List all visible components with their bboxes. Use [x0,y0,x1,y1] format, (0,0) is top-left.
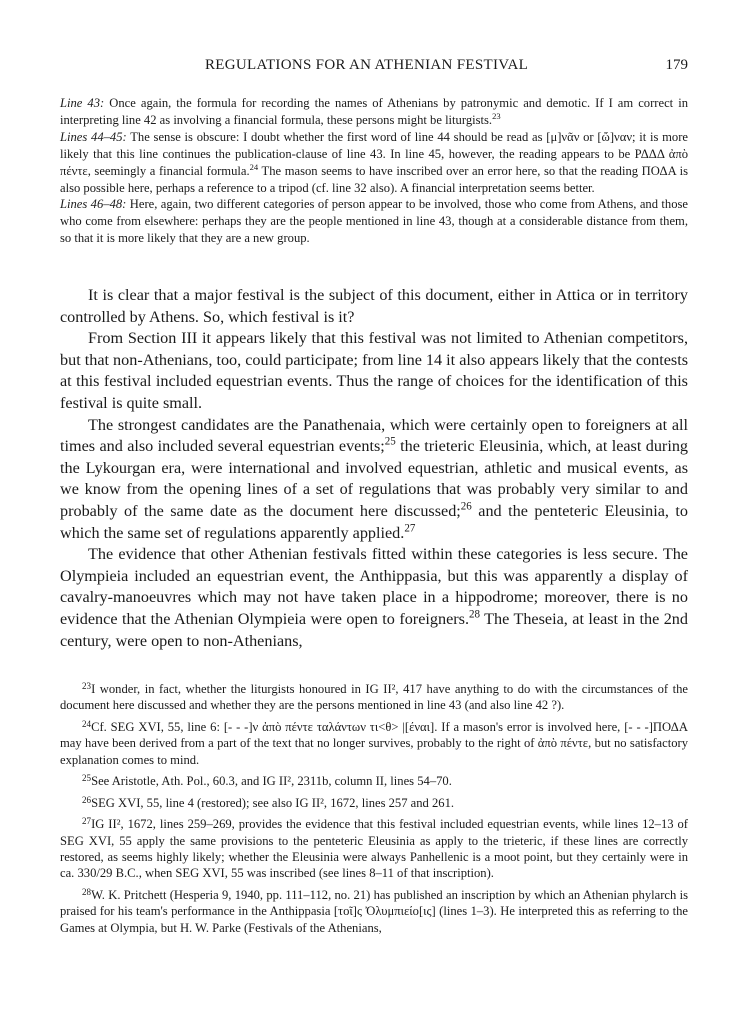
footnote-26 [60,792,688,811]
paragraph-text: and the penteteric Eleusinia, to which the same set of regulations apparently applied. [60,501,689,542]
body-paragraph [60,544,688,652]
footnote-ref: 25 [384,435,396,448]
body-paragraph [60,285,688,328]
footnote-number: 24 [82,718,92,729]
footnote-number: 25 [82,773,92,784]
page-number: 179 [665,57,688,73]
body-paragraph [60,328,688,414]
commentary-text: Once again, the formula for recording the names of Athenians by patronymic and demotic. If I am correct in interpreting line 42 as involving a financial formula, these persons might be liturgists. [60,96,689,127]
footnote-text: Cf. SEG XVI, 55, line 6: [- - -]ν ἀπὸ πέντε ταλάντων τι<θ> |[έναι]. If a mason's error is involved here, [- - -]ΠΟΔΑ may have been derived from a part of the text that no longer survives, probably to the right of ἀπὸ πέντε, but no satisfactory explanation comes to mind. [60,719,688,767]
footnote-number: 27 [82,816,92,827]
paragraph-text: It is clear that a major festival is the subject of this document, either in Attica or in territory controlled by Athens. So, which festival is it? [60,286,688,326]
commentary-text: Here, again, two different categories of person appear to be involved, those who come from Athens, and those who come from elsewhere: perhaps they are the people mentioned in line 43, though at a considerable distance from them, so that it is more likely that they are a new group. [60,197,689,246]
footnote-text: See Aristotle, Ath. Pol., 60.3, and IG II², 2311b, column II, lines 54–70. [91,774,452,789]
footnote-23 [60,678,688,714]
paragraph-text: The strongest candidates are the Panathenaia, which were certainly open to foreigners at all times and also included several equestrian events; [60,415,688,456]
footnote-ref: 23 [492,110,501,121]
paragraph-text: The evidence that other Athenian festivals fitted within these categories is less secure. The Olympieia included an equestrian event, the Anthippasia, but this was apparently a display of cavalry-manoeuvres which may not have taken place in a hippodrome; moreover, there is no evidence that the Athenian Olympieia were open to foreigners. [60,545,688,628]
footnote-ref: 26 [460,500,472,513]
paragraph-text: From Section III it appears likely that this festival was not limited to Athenian competitors, but that non-Athenians, too, could participate; from line 14 it also appears likely that the contests at this festival included equestrian events. Thus the range of choices for the identification of this festival is quite small. [60,329,689,412]
footnote-text: W. K. Pritchett (Hesperia 9, 1940, pp. 111–112, no. 21) has published an inscription by which an Athenian phylarch is praised for his team's performance in the Anthippasia [τοῖ]ς Ὀλυμπιείο[ις] (lines 1–3). He interpreted this as referring to the Games at Olympia, but H. W. Parke (Festivals of the Athenians, [60,887,688,935]
footnote-ref: 24 [249,161,259,172]
footnote-number: 26 [82,794,92,805]
footnote-28 [60,884,688,936]
commentary-line-43 [60,95,688,129]
commentary-lines-44-45 [60,129,688,197]
commentary-lemma: Lines 46–48: [60,197,127,212]
footnote-text: I wonder, in fact, whether the liturgists honoured in IG II², 417 have anything to do with the circumstances of the document here discussed and whether they are the persons mentioned in line 43 (and also line 42 ?). [60,682,688,713]
footnote-25 [60,770,688,789]
commentary-text: The sense is obscure: I doubt whether the first word of line 44 should be read as [μ]νᾶν or [ὤ]ναν; it is more likely that this line continues the publication-clause of line 43. In line 45, however, the reading appears to be ΡΔΔΔ ἀπὸ πέντε, seemingly a financial formula. [60,129,689,178]
footnotes [60,678,688,938]
footnote-ref: 27 [404,522,416,535]
line-commentary [60,95,688,247]
commentary-lemma: Line 43: [60,96,105,110]
body-paragraph [60,415,688,545]
footnote-text: SEG XVI, 55, line 4 (restored); see also IG II², 1672, lines 257 and 261. [91,795,455,810]
footnote-ref: 28 [469,608,480,621]
running-header [60,57,688,77]
footnote-number: 23 [82,681,92,691]
footnote-27 [60,813,688,882]
running-title: REGULATIONS FOR AN ATHENIAN FESTIVAL [205,57,529,73]
paragraph-text: The Theseia, at least in the 2nd century, were open to non-Athenians, [60,609,688,650]
paragraph-text: the trieteric Eleusinia, which, at least during the Lykourgan era, were international and involved equestrian, athletic and musical events, as we know from the opening lines of a set of regulations that was probably very similar to and probably of the same date as the document here discussed; [60,437,689,520]
footnote-24 [60,716,688,768]
main-body-text [60,285,688,652]
commentary-text-cont: The mason seems to have inscribed over an error here, so that the reading ΠΟΔΑ is also possible here, perhaps a reference to a tripod (cf. line 32 also). A financial interpretation seems better. [60,163,688,195]
commentary-lines-46-48 [60,196,688,247]
footnote-text: IG II², 1672, lines 259–269, provides the evidence that this festival included equestrian events, while lines 12–13 of SEG XVI, 55 apply the same provisions to the penteteric Eleusinia as apply to the trieteric, if these lines are correctly restored, as seems highly likely; whether the Eleusinia were always Panhellenic is a moot point, but they certainly were in ca. 330/29 B.C., when SEG XVI, 55 was inscribed (see lines 8–11 of that inscription). [60,817,688,881]
commentary-lemma: Lines 44–45: [60,129,127,144]
footnote-number: 28 [82,886,92,897]
